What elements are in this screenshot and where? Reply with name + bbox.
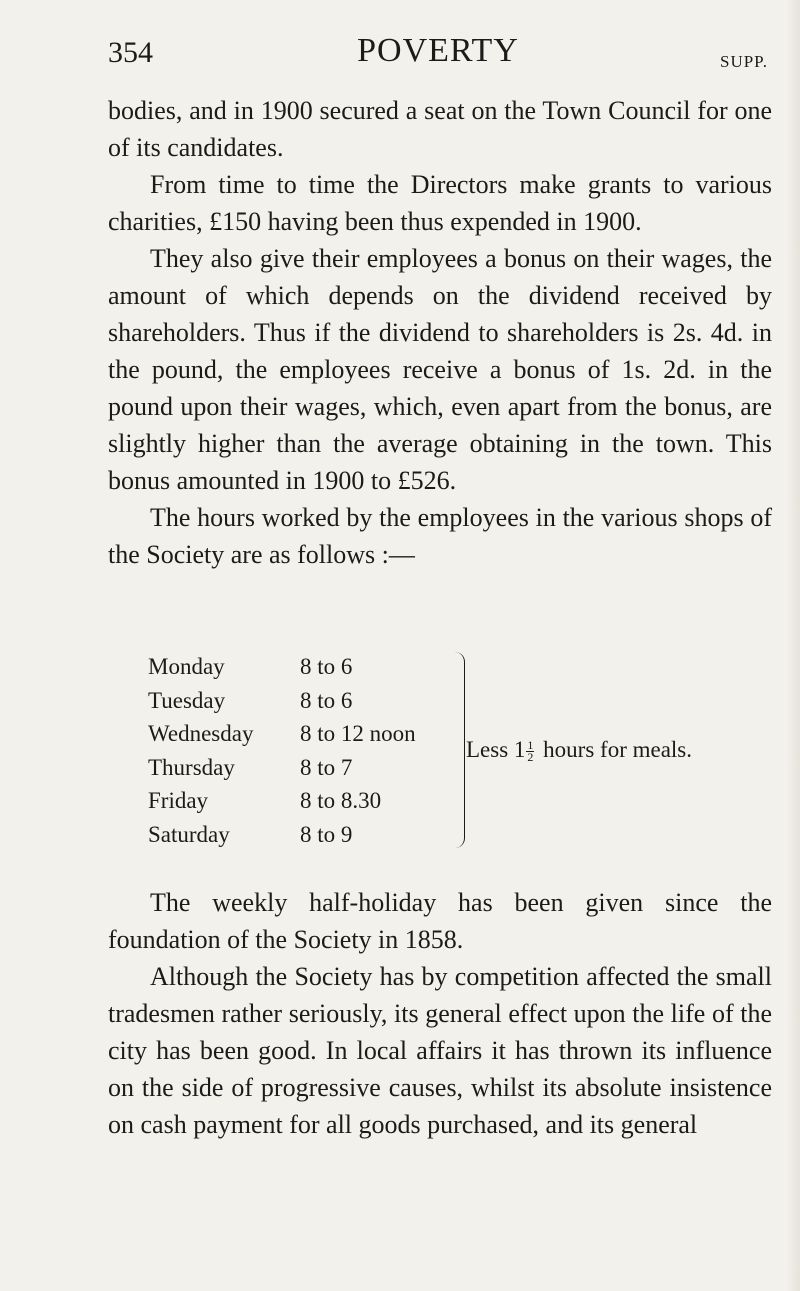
hours-time: 8 to 6 [300, 687, 353, 713]
paragraph-half-holiday: The weekly half-holiday has been given since the foundation of the Society in 1858. [108, 888, 772, 954]
hours-time: 8 to 6 [300, 654, 353, 679]
paragraph-grants: From time to time the Directors make grants to various charities, £150 having been thus expended in 1900. [108, 170, 772, 236]
hours-day: Friday [148, 788, 209, 813]
hours-day: Tuesday [148, 687, 226, 713]
brace [454, 652, 465, 848]
hours-time: 8 to 7 [300, 754, 353, 780]
page-edge [786, 0, 800, 1291]
fraction [526, 740, 534, 763]
fraction-numerator: 1 [527, 738, 534, 753]
meal-note-suffix: hours for meals. [543, 737, 692, 762]
paragraph-bonus: They also give their employees a bonus on their wages, the amount of which depends on the dividend received by shareholders. Thus if the dividend to shareholders is 2s. 4d. in the pound, the employees receive a bonus of 1s. 2d. in the pound upon their wages, which, even apart from the bonus, are slightly higher than the average obtaining in the town. This bonus amounted in 1900 to £526. [108, 244, 772, 495]
hours-day: Monday [148, 654, 225, 679]
hours-table [148, 650, 768, 860]
meal-note [466, 733, 692, 767]
section-mark: SUPP. [719, 52, 768, 71]
page-number: 354 [108, 36, 153, 69]
fraction-denominator: 2 [527, 750, 534, 765]
hours-day: Thursday [148, 754, 235, 780]
hours-time: 8 to 8.30 [300, 788, 382, 813]
paragraph-hours-intro: The hours worked by the employees in the various shops of the Society are as follows :— [108, 503, 772, 569]
paragraph-continuation: bodies, and in 1900 secured a seat on the Town Council for one of its candidates. [108, 96, 772, 162]
hours-day: Saturday [148, 821, 230, 847]
paragraph-competition: Although the Society has by competition affected the small tradesmen rather seriously, its general effect upon the life of the city has been good. In local affairs it has thrown its influence on the side of progressive causes, whilst its absolute insistence on cash payment for all goods purchased, and its general [108, 962, 772, 1139]
hours-time: 8 to 9 [300, 821, 353, 847]
running-title: POVERTY [357, 32, 519, 69]
body-text-top [108, 92, 772, 573]
body-text-bottom [108, 884, 772, 1143]
page-header [108, 28, 768, 78]
hours-time: 8 to 12 noon [300, 721, 416, 746]
hours-day: Wednesday [148, 721, 254, 746]
meal-note-prefix: Less 1 [466, 737, 526, 762]
